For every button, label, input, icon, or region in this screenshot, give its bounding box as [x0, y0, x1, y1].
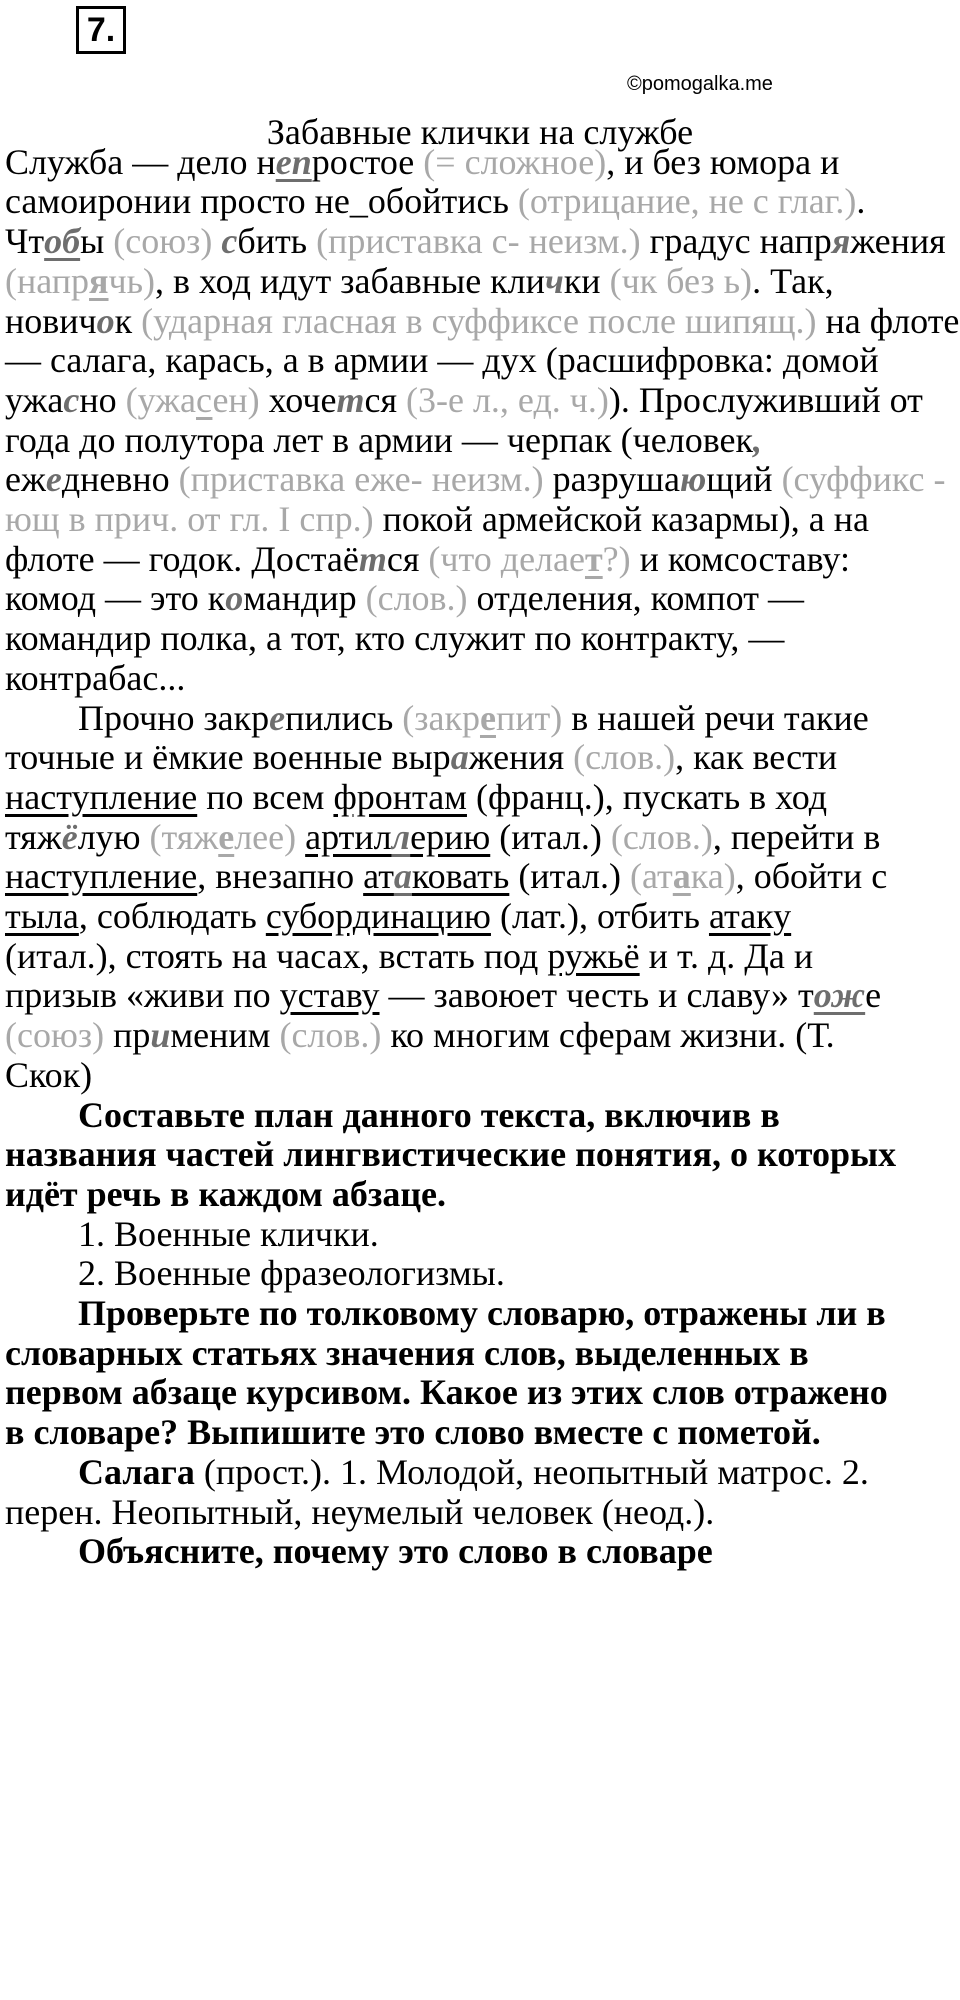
text-segment: ,	[752, 419, 762, 460]
text-segment: ка)	[690, 856, 736, 897]
text-segment: , и без юмора и	[606, 141, 840, 182]
text-segment: бить	[237, 221, 317, 262]
text-segment: в нашей речи такие	[562, 697, 869, 738]
text-segment: е	[45, 459, 62, 500]
text-segment: атаку	[708, 896, 792, 936]
text-segment: т	[584, 538, 603, 579]
text-segment: контрабас...	[5, 657, 186, 698]
text-segment: Объясните, почему это слово в словаре	[78, 1531, 713, 1572]
text-segment: (прост.). 1. Молодой, неопытный матрос. 2.	[194, 1451, 869, 1492]
text-segment: с	[221, 221, 238, 262]
text-segment: — завоюет честь и славу» т	[379, 975, 814, 1016]
text-segment: ё	[61, 816, 78, 857]
text-segment: лую	[77, 816, 150, 857]
text-segment: самоиронии просто не_обойтись	[5, 181, 518, 222]
text-segment: пились	[285, 697, 403, 738]
text-segment: ы	[80, 221, 114, 262]
text-segment: ростое	[311, 141, 424, 182]
text-segment: лее)	[234, 816, 297, 857]
text-segment: артил	[305, 816, 392, 857]
text-segment: (закр	[402, 697, 480, 738]
text-segment: е	[479, 697, 496, 738]
text-segment: (приставка с- неизм.)	[316, 221, 641, 262]
text-segment: л	[391, 816, 411, 857]
text-segment: наступление	[5, 856, 198, 897]
text-segment: ружьё	[547, 935, 640, 976]
text-segment: субординацию	[265, 896, 491, 936]
text-segment: еж	[5, 459, 46, 500]
text-title: Забавные клички на службе	[266, 112, 694, 152]
text-segment: и	[150, 1015, 171, 1056]
text-segment: тяж	[5, 816, 62, 857]
text-segment: на флоте	[816, 300, 960, 341]
text-segment: т	[336, 379, 365, 420]
text-segment: мандир	[243, 578, 366, 619]
text-segment: ерию	[410, 816, 491, 857]
text-segment: с	[63, 379, 80, 420]
text-segment: названия частей лингвистические понятия, о которых	[5, 1134, 897, 1175]
text-segment: (слов.)	[573, 737, 676, 778]
text-segment: ож	[813, 975, 866, 1016]
text-line	[5, 1010, 835, 1061]
text-segment: ен)	[212, 379, 260, 420]
text-segment: Проверьте по толковому словарю, отражены ли в	[78, 1293, 886, 1333]
text-segment: .	[856, 181, 866, 222]
text-segment: пит)	[495, 697, 563, 738]
text-segment: а	[672, 856, 691, 897]
text-segment: (итал.)	[509, 856, 630, 897]
text-segment: по всем	[197, 776, 334, 817]
text-segment: об	[44, 221, 81, 262]
text-segment: Скок)	[5, 1054, 93, 1095]
exercise-number: 7.	[76, 6, 126, 54]
text-segment: , перейти в	[712, 816, 881, 857]
text-segment: — салага, карась, а в армии — дух (расшифровка: домой	[5, 340, 879, 381]
text-segment: ки	[563, 260, 610, 301]
text-segment: 2. Военные фразеологизмы.	[78, 1253, 505, 1294]
text-segment: т	[358, 538, 387, 579]
text-segment: (отрицание, не с глаг.)	[517, 181, 857, 222]
text-segment: и комсоставу:	[630, 538, 850, 579]
text-segment: (приставка еже- неизм.)	[178, 459, 544, 500]
text-segment: а	[393, 856, 412, 897]
text-segment: (3-е л., ед. ч.)	[406, 379, 609, 420]
text-segment: (слов.)	[365, 578, 468, 619]
text-segment: уставу	[279, 975, 380, 1016]
text-segment: дневно	[61, 459, 179, 500]
text-segment: градус напр	[640, 221, 832, 262]
text-segment: Служба — дело н	[5, 141, 276, 182]
site-credit: ©pomogalka.me	[627, 73, 773, 95]
text-segment: ся	[386, 538, 429, 579]
text-segment: Салага	[78, 1451, 195, 1492]
text-segment: (ударная гласная в суффиксе после шипящ.)	[141, 300, 817, 341]
text-segment: покой армейской казармы), а на	[373, 499, 869, 539]
text-segment: хоче	[259, 379, 337, 420]
text-segment: наступление	[5, 776, 198, 817]
text-segment: призыв «живи по	[5, 975, 280, 1016]
text-segment: к	[114, 300, 142, 341]
text-segment: флоте — годок. Достаё	[5, 538, 359, 579]
text-segment: о	[225, 578, 244, 619]
text-segment: жения	[468, 737, 574, 778]
text-segment: Прочно закр	[78, 697, 270, 738]
text-segment: точные и ёмкие военные выр	[5, 737, 451, 778]
text-line	[78, 1526, 713, 1577]
text-segment: ко многим сферам жизни. (Т.	[381, 1015, 835, 1056]
text-segment: , соблюдать	[78, 896, 266, 936]
text-segment: (тяж	[149, 816, 219, 857]
text-segment: словарных статьях значения слов, выделенных в	[5, 1332, 809, 1373]
text-segment: нович	[5, 300, 97, 341]
text-segment: комод — это к	[5, 578, 226, 619]
text-segment: ющ в прич. от гл. I спр.)	[5, 499, 374, 539]
text-segment: е	[269, 697, 286, 738]
text-segment: ковать	[411, 856, 510, 897]
text-segment: ?)	[602, 538, 631, 579]
text-segment: , в ход идут забавные кли	[155, 260, 545, 301]
text-segment: Чт	[5, 221, 45, 262]
text-segment: (союз)	[113, 221, 213, 262]
text-segment: разруша	[543, 459, 681, 500]
text-segment: чь)	[108, 260, 156, 301]
text-segment: (лат.), отбить	[490, 896, 709, 936]
text-segment: ю	[680, 459, 707, 500]
text-segment: о	[96, 300, 115, 341]
text-segment: ат	[363, 856, 394, 897]
text-segment: (слов.)	[610, 816, 713, 857]
text-segment: . Так,	[752, 260, 834, 301]
text-segment: с	[196, 379, 213, 420]
text-segment: жения	[850, 221, 946, 262]
text-segment: пр	[104, 1015, 151, 1056]
text-segment: а	[450, 737, 469, 778]
text-segment: , внезапно	[197, 856, 364, 897]
text-segment: е	[865, 975, 882, 1016]
text-segment: , обойти с	[735, 856, 888, 897]
text-segment: фронтам	[333, 776, 467, 817]
text-segment: ). Прослуживший от	[608, 379, 923, 420]
text-segment: командир полка, а тот, кто служит по контракту, —	[5, 618, 785, 659]
text-segment: года до полутора лет в армии — черпак (человек	[5, 419, 753, 460]
text-segment: (что делае	[428, 538, 585, 579]
text-segment: е	[218, 816, 235, 857]
text-segment: первом абзаце курсивом. Какое из этих слов отражено	[5, 1372, 888, 1413]
text-segment: (слов.)	[279, 1015, 382, 1056]
text-segment: (франц.), пускать в ход	[466, 776, 828, 817]
text-segment: тыла	[5, 896, 79, 936]
text-segment: (ужа	[125, 379, 197, 420]
text-segment: (ат	[630, 856, 673, 897]
text-segment: меним	[170, 1015, 280, 1056]
text-segment: (напр	[5, 260, 90, 301]
text-segment: Составьте план данного текста, включив в	[78, 1094, 780, 1135]
text-segment: щий	[706, 459, 782, 500]
text-segment: еп	[275, 141, 312, 182]
text-segment: и т. д. Да и	[639, 935, 814, 976]
text-segment: ч	[544, 260, 564, 301]
text-segment: (итал.)	[490, 816, 611, 857]
text-segment: ся	[364, 379, 407, 420]
text-segment: (суффикс -	[781, 459, 946, 500]
text-segment: идёт речь в каждом абзаце.	[5, 1173, 447, 1214]
text-segment: я	[89, 260, 109, 301]
text-segment: (чк без ь)	[609, 260, 753, 301]
text-segment: (= сложное)	[423, 141, 607, 182]
text-segment: (итал.), стоять на часах, встать под	[5, 935, 548, 976]
text-segment: но	[79, 379, 126, 420]
text-segment: я	[831, 221, 851, 262]
text-segment: ужа	[5, 379, 64, 420]
text-segment: в словаре? Выпишите это слово вместе с пометой.	[5, 1412, 821, 1453]
text-segment: 1. Военные клички.	[78, 1213, 379, 1254]
text-segment: , как вести	[675, 737, 838, 778]
text-segment: отделения, компот —	[467, 578, 804, 619]
text-segment: (союз)	[5, 1015, 105, 1056]
text-segment: перен. Неопытный, неумелый человек (неод.).	[5, 1491, 715, 1532]
